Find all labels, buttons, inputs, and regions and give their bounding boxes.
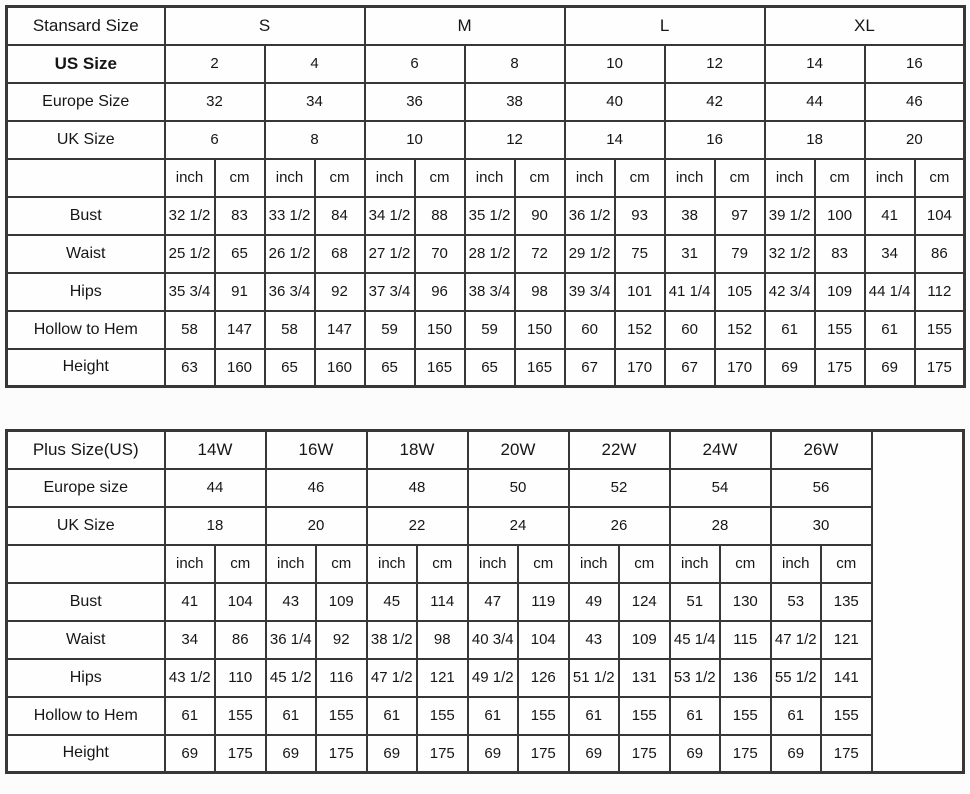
measurement-value-cell: 69 — [569, 735, 620, 773]
size-value-cell: 6 — [365, 45, 465, 83]
size-group-header-row — [7, 431, 964, 469]
measurement-value-cell: 98 — [417, 621, 468, 659]
measurement-value-cell: 121 — [417, 659, 468, 697]
size-value-cell: 46 — [865, 83, 965, 121]
measurement-value-cell: 155 — [316, 697, 367, 735]
measurement-value-cell: 155 — [821, 697, 872, 735]
measurement-value-cell: 61 — [670, 697, 721, 735]
measurement-value-cell: 65 — [465, 349, 515, 387]
measurement-value-cell: 33 1/2 — [265, 197, 315, 235]
measurement-value-cell: 59 — [365, 311, 415, 349]
size-value-cell: 12 — [465, 121, 565, 159]
size-value-cell: 46 — [266, 469, 367, 507]
row-label: Waist — [7, 621, 165, 659]
unit-cm-label: cm — [515, 159, 565, 197]
size-value-cell: 20 — [266, 507, 367, 545]
measurement-value-cell: 155 — [215, 697, 266, 735]
measurement-value-cell: 104 — [518, 621, 569, 659]
measurement-value-cell: 101 — [615, 273, 665, 311]
unit-inch-label: inch — [165, 159, 215, 197]
measurement-value-cell: 39 3/4 — [565, 273, 615, 311]
measurement-value-cell: 32 1/2 — [165, 197, 215, 235]
measurement-value-cell: 84 — [315, 197, 365, 235]
row-label: US Size — [7, 45, 165, 83]
size-value-cell: 4 — [265, 45, 365, 83]
measurement-value-cell: 141 — [821, 659, 872, 697]
size-value-cell: 8 — [465, 45, 565, 83]
size-value-cell: 32 — [165, 83, 265, 121]
measurement-value-cell: 109 — [316, 583, 367, 621]
unit-header-row — [7, 159, 965, 197]
size-value-cell: 12 — [665, 45, 765, 83]
measurement-value-cell: 69 — [765, 349, 815, 387]
size-conversion-row — [7, 45, 965, 83]
row-label: Hips — [7, 273, 165, 311]
unit-cm-label: cm — [215, 159, 265, 197]
measurement-value-cell: 150 — [415, 311, 465, 349]
unit-cm-label: cm — [815, 159, 865, 197]
measurement-value-cell: 51 — [670, 583, 721, 621]
measurement-value-cell: 53 1/2 — [670, 659, 721, 697]
measurement-value-cell: 104 — [215, 583, 266, 621]
measurement-value-cell: 69 — [771, 735, 822, 773]
measurement-value-cell: 155 — [720, 697, 771, 735]
measurement-value-cell: 39 1/2 — [765, 197, 815, 235]
unit-inch-label: inch — [771, 545, 822, 583]
measurement-value-cell: 147 — [215, 311, 265, 349]
measurement-value-cell: 170 — [615, 349, 665, 387]
measurement-value-cell: 36 1/4 — [266, 621, 317, 659]
measurement-value-cell: 32 1/2 — [765, 235, 815, 273]
size-group-label: M — [365, 7, 565, 45]
size-value-cell: 26 — [569, 507, 670, 545]
measurement-value-cell: 59 — [465, 311, 515, 349]
measurement-value-cell: 67 — [565, 349, 615, 387]
measurement-value-cell: 69 — [670, 735, 721, 773]
measurement-value-cell: 58 — [265, 311, 315, 349]
measurement-value-cell: 130 — [720, 583, 771, 621]
standard-size-table — [5, 5, 966, 388]
size-value-cell: 40 — [565, 83, 665, 121]
size-value-cell: 6 — [165, 121, 265, 159]
size-conversion-row — [7, 83, 965, 121]
unit-cm-label: cm — [415, 159, 465, 197]
measurement-value-cell: 155 — [417, 697, 468, 735]
measurement-value-cell: 97 — [715, 197, 765, 235]
measurement-value-cell: 126 — [518, 659, 569, 697]
corner-label: Stansard Size — [7, 7, 165, 45]
measurement-value-cell: 109 — [619, 621, 670, 659]
size-value-cell: 14 — [765, 45, 865, 83]
measurement-value-cell: 92 — [316, 621, 367, 659]
size-value-cell: 16 — [665, 121, 765, 159]
row-label: UK Size — [7, 507, 165, 545]
measurement-value-cell: 35 1/2 — [465, 197, 515, 235]
measurement-value-cell: 93 — [615, 197, 665, 235]
size-value-cell: 48 — [367, 469, 468, 507]
measurement-row — [7, 273, 965, 311]
unit-inch-label: inch — [365, 159, 415, 197]
unit-cm-label: cm — [315, 159, 365, 197]
size-group-label: 22W — [569, 431, 670, 469]
measurement-row — [7, 197, 965, 235]
size-group-label: 26W — [771, 431, 872, 469]
measurement-value-cell: 43 1/2 — [165, 659, 216, 697]
measurement-value-cell: 175 — [518, 735, 569, 773]
unit-cm-label: cm — [615, 159, 665, 197]
measurement-row — [7, 235, 965, 273]
measurement-value-cell: 41 — [165, 583, 216, 621]
size-value-cell: 10 — [565, 45, 665, 83]
measurement-value-cell: 175 — [915, 349, 965, 387]
size-value-cell: 36 — [365, 83, 465, 121]
measurement-value-cell: 175 — [417, 735, 468, 773]
unit-cm-label: cm — [518, 545, 569, 583]
unit-inch-label: inch — [670, 545, 721, 583]
measurement-value-cell: 124 — [619, 583, 670, 621]
size-value-cell: 10 — [365, 121, 465, 159]
unit-inch-label: inch — [765, 159, 815, 197]
blank-label-cell — [7, 545, 165, 583]
measurement-value-cell: 43 — [266, 583, 317, 621]
row-label: Hollow to Hem — [7, 697, 165, 735]
measurement-value-cell: 175 — [619, 735, 670, 773]
measurement-value-cell: 116 — [316, 659, 367, 697]
size-group-label: 20W — [468, 431, 569, 469]
row-label: Bust — [7, 583, 165, 621]
measurement-row — [7, 735, 964, 773]
unit-inch-label: inch — [265, 159, 315, 197]
measurement-value-cell: 61 — [569, 697, 620, 735]
measurement-value-cell: 61 — [468, 697, 519, 735]
measurement-value-cell: 91 — [215, 273, 265, 311]
measurement-value-cell: 150 — [515, 311, 565, 349]
measurement-value-cell: 26 1/2 — [265, 235, 315, 273]
measurement-value-cell: 155 — [518, 697, 569, 735]
size-conversion-row — [7, 507, 964, 545]
measurement-value-cell: 61 — [865, 311, 915, 349]
measurement-value-cell: 67 — [665, 349, 715, 387]
measurement-value-cell: 31 — [665, 235, 715, 273]
row-label: Bust — [7, 197, 165, 235]
measurement-value-cell: 34 1/2 — [365, 197, 415, 235]
unit-cm-label: cm — [417, 545, 468, 583]
size-value-cell: 44 — [765, 83, 865, 121]
unit-cm-label: cm — [215, 545, 266, 583]
measurement-value-cell: 55 1/2 — [771, 659, 822, 697]
measurement-value-cell: 38 — [665, 197, 715, 235]
row-label: Hips — [7, 659, 165, 697]
size-value-cell: 16 — [865, 45, 965, 83]
measurement-value-cell: 88 — [415, 197, 465, 235]
corner-label: Plus Size(US) — [7, 431, 165, 469]
size-group-label: S — [165, 7, 365, 45]
row-label: Hollow to Hem — [7, 311, 165, 349]
measurement-value-cell: 49 — [569, 583, 620, 621]
measurement-value-cell: 175 — [720, 735, 771, 773]
blank-label-cell — [7, 159, 165, 197]
measurement-value-cell: 36 1/2 — [565, 197, 615, 235]
measurement-value-cell: 28 1/2 — [465, 235, 515, 273]
measurement-value-cell: 155 — [619, 697, 670, 735]
measurement-value-cell: 155 — [815, 311, 865, 349]
measurement-value-cell: 47 1/2 — [771, 621, 822, 659]
size-value-cell: 52 — [569, 469, 670, 507]
size-value-cell: 20 — [865, 121, 965, 159]
measurement-value-cell: 69 — [165, 735, 216, 773]
measurement-value-cell: 61 — [367, 697, 418, 735]
size-value-cell: 44 — [165, 469, 266, 507]
measurement-value-cell: 38 1/2 — [367, 621, 418, 659]
measurement-value-cell: 110 — [215, 659, 266, 697]
measurement-value-cell: 40 3/4 — [468, 621, 519, 659]
measurement-value-cell: 165 — [415, 349, 465, 387]
measurement-value-cell: 43 — [569, 621, 620, 659]
measurement-value-cell: 29 1/2 — [565, 235, 615, 273]
unit-inch-label: inch — [266, 545, 317, 583]
size-conversion-row — [7, 121, 965, 159]
size-value-cell: 22 — [367, 507, 468, 545]
measurement-value-cell: 51 1/2 — [569, 659, 620, 697]
measurement-value-cell: 58 — [165, 311, 215, 349]
measurement-value-cell: 61 — [771, 697, 822, 735]
measurement-value-cell: 69 — [367, 735, 418, 773]
measurement-row — [7, 311, 965, 349]
measurement-value-cell: 41 — [865, 197, 915, 235]
empty-cell — [872, 431, 964, 773]
measurement-value-cell: 63 — [165, 349, 215, 387]
measurement-value-cell: 114 — [417, 583, 468, 621]
measurement-value-cell: 65 — [365, 349, 415, 387]
measurement-value-cell: 47 1/2 — [367, 659, 418, 697]
measurement-value-cell: 65 — [215, 235, 265, 273]
measurement-value-cell: 131 — [619, 659, 670, 697]
measurement-value-cell: 38 3/4 — [465, 273, 515, 311]
measurement-value-cell: 69 — [865, 349, 915, 387]
measurement-value-cell: 109 — [815, 273, 865, 311]
measurement-value-cell: 68 — [315, 235, 365, 273]
measurement-value-cell: 121 — [821, 621, 872, 659]
row-label: Europe Size — [7, 83, 165, 121]
size-value-cell: 8 — [265, 121, 365, 159]
measurement-value-cell: 60 — [565, 311, 615, 349]
measurement-row — [7, 659, 964, 697]
unit-cm-label: cm — [821, 545, 872, 583]
unit-cm-label: cm — [715, 159, 765, 197]
unit-inch-label: inch — [367, 545, 418, 583]
measurement-value-cell: 83 — [815, 235, 865, 273]
unit-inch-label: inch — [468, 545, 519, 583]
measurement-value-cell: 34 — [165, 621, 216, 659]
measurement-value-cell: 92 — [315, 273, 365, 311]
size-value-cell: 34 — [265, 83, 365, 121]
size-group-label: 14W — [165, 431, 266, 469]
size-group-label: L — [565, 7, 765, 45]
measurement-value-cell: 100 — [815, 197, 865, 235]
measurement-row — [7, 583, 964, 621]
size-group-label: 24W — [670, 431, 771, 469]
measurement-value-cell: 45 1/4 — [670, 621, 721, 659]
measurement-value-cell: 105 — [715, 273, 765, 311]
measurement-value-cell: 45 1/2 — [266, 659, 317, 697]
measurement-value-cell: 86 — [915, 235, 965, 273]
measurement-value-cell: 25 1/2 — [165, 235, 215, 273]
measurement-value-cell: 119 — [518, 583, 569, 621]
measurement-value-cell: 75 — [615, 235, 665, 273]
measurement-value-cell: 65 — [265, 349, 315, 387]
measurement-value-cell: 69 — [468, 735, 519, 773]
measurement-value-cell: 61 — [266, 697, 317, 735]
measurement-value-cell: 42 3/4 — [765, 273, 815, 311]
measurement-row — [7, 349, 965, 387]
size-value-cell: 28 — [670, 507, 771, 545]
size-value-cell: 14 — [565, 121, 665, 159]
measurement-value-cell: 90 — [515, 197, 565, 235]
measurement-value-cell: 53 — [771, 583, 822, 621]
row-label: Europe size — [7, 469, 165, 507]
measurement-value-cell: 136 — [720, 659, 771, 697]
measurement-value-cell: 79 — [715, 235, 765, 273]
measurement-row — [7, 621, 964, 659]
measurement-value-cell: 47 — [468, 583, 519, 621]
unit-cm-label: cm — [619, 545, 670, 583]
size-value-cell: 42 — [665, 83, 765, 121]
measurement-value-cell: 165 — [515, 349, 565, 387]
unit-cm-label: cm — [915, 159, 965, 197]
row-label: Height — [7, 735, 165, 773]
measurement-value-cell: 69 — [266, 735, 317, 773]
row-label: Waist — [7, 235, 165, 273]
measurement-value-cell: 135 — [821, 583, 872, 621]
size-value-cell: 56 — [771, 469, 872, 507]
measurement-value-cell: 37 3/4 — [365, 273, 415, 311]
measurement-value-cell: 49 1/2 — [468, 659, 519, 697]
measurement-row — [7, 697, 964, 735]
measurement-value-cell: 34 — [865, 235, 915, 273]
size-value-cell: 30 — [771, 507, 872, 545]
unit-header-row — [7, 545, 964, 583]
row-label: Height — [7, 349, 165, 387]
measurement-value-cell: 44 1/4 — [865, 273, 915, 311]
size-value-cell: 24 — [468, 507, 569, 545]
unit-inch-label: inch — [465, 159, 515, 197]
measurement-value-cell: 98 — [515, 273, 565, 311]
measurement-value-cell: 96 — [415, 273, 465, 311]
measurement-value-cell: 61 — [765, 311, 815, 349]
measurement-value-cell: 152 — [615, 311, 665, 349]
measurement-value-cell: 27 1/2 — [365, 235, 415, 273]
measurement-value-cell: 175 — [815, 349, 865, 387]
measurement-value-cell: 35 3/4 — [165, 273, 215, 311]
measurement-value-cell: 152 — [715, 311, 765, 349]
measurement-value-cell: 175 — [316, 735, 367, 773]
row-label: UK Size — [7, 121, 165, 159]
size-group-label: 18W — [367, 431, 468, 469]
plus-size-table — [5, 429, 965, 774]
measurement-value-cell: 60 — [665, 311, 715, 349]
size-value-cell: 50 — [468, 469, 569, 507]
measurement-value-cell: 83 — [215, 197, 265, 235]
size-value-cell: 54 — [670, 469, 771, 507]
measurement-value-cell: 160 — [215, 349, 265, 387]
unit-cm-label: cm — [316, 545, 367, 583]
size-group-label: 16W — [266, 431, 367, 469]
measurement-value-cell: 36 3/4 — [265, 273, 315, 311]
size-value-cell: 2 — [165, 45, 265, 83]
size-value-cell: 38 — [465, 83, 565, 121]
measurement-value-cell: 160 — [315, 349, 365, 387]
measurement-value-cell: 86 — [215, 621, 266, 659]
measurement-value-cell: 45 — [367, 583, 418, 621]
size-value-cell: 18 — [765, 121, 865, 159]
measurement-value-cell: 104 — [915, 197, 965, 235]
unit-inch-label: inch — [865, 159, 915, 197]
measurement-value-cell: 170 — [715, 349, 765, 387]
measurement-value-cell: 175 — [821, 735, 872, 773]
measurement-value-cell: 155 — [915, 311, 965, 349]
unit-cm-label: cm — [720, 545, 771, 583]
unit-inch-label: inch — [565, 159, 615, 197]
measurement-value-cell: 112 — [915, 273, 965, 311]
unit-inch-label: inch — [569, 545, 620, 583]
measurement-value-cell: 72 — [515, 235, 565, 273]
size-value-cell: 18 — [165, 507, 266, 545]
size-group-header-row — [7, 7, 965, 45]
size-conversion-row — [7, 469, 964, 507]
unit-inch-label: inch — [665, 159, 715, 197]
measurement-value-cell: 61 — [165, 697, 216, 735]
size-group-label: XL — [765, 7, 965, 45]
unit-inch-label: inch — [165, 545, 216, 583]
measurement-value-cell: 147 — [315, 311, 365, 349]
measurement-value-cell: 115 — [720, 621, 771, 659]
measurement-value-cell: 175 — [215, 735, 266, 773]
measurement-value-cell: 41 1/4 — [665, 273, 715, 311]
measurement-value-cell: 70 — [415, 235, 465, 273]
